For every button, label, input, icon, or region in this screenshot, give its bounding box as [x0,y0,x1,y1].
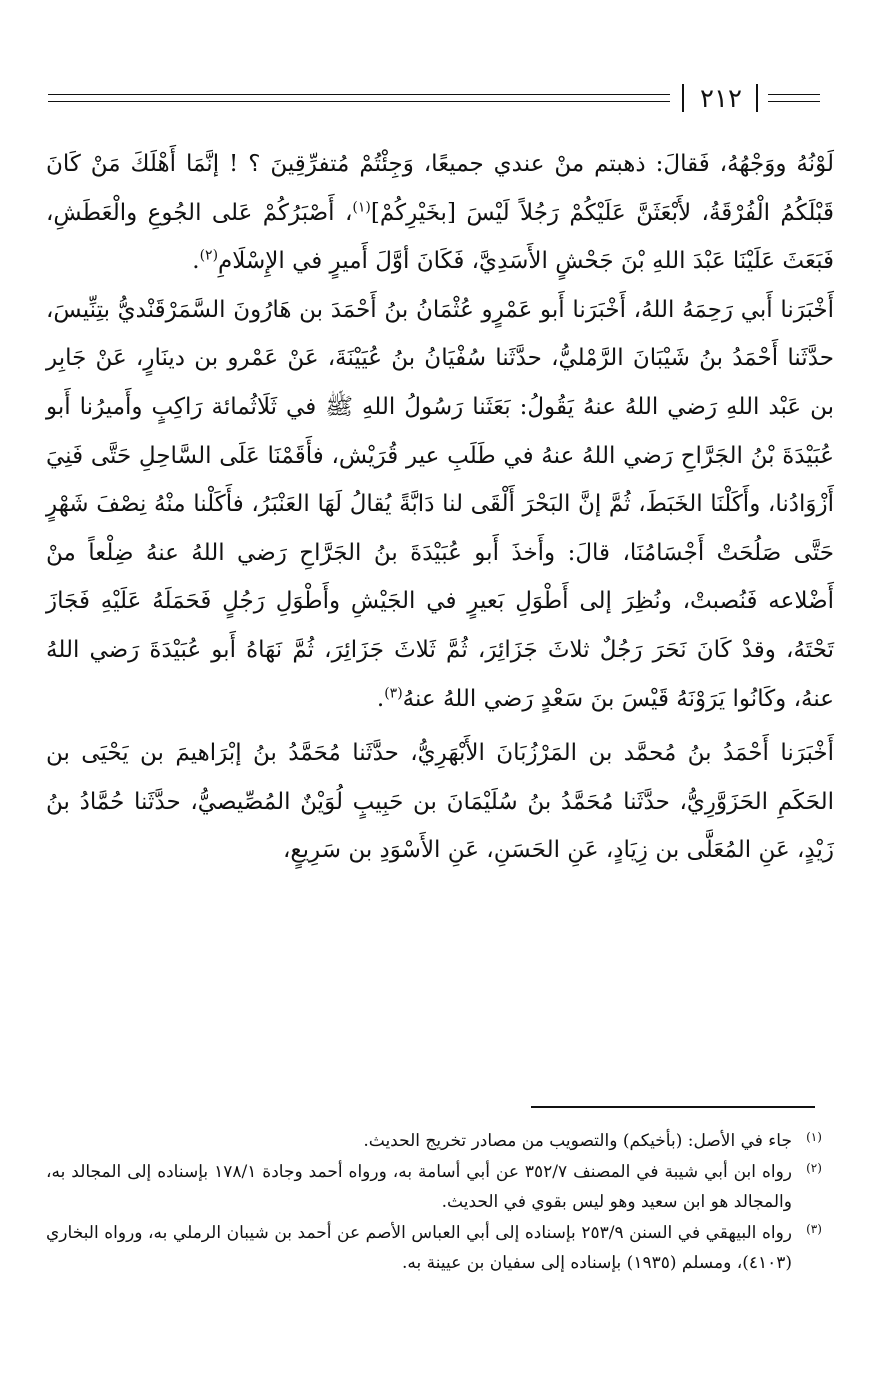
header-bar-right [756,84,758,112]
footnote-3 [46,1218,836,1278]
footnote-2-text: رواه ابن أبي شيبة في المصنف ٣٥٢/٧ عن أبي أسامة به، ورواه أحمد وجادة ١٧٨/١ بإسناده إلى المجالد به، والمجالد هو ابن سعيد وهو ليس بقوي في الحديث. [46,1162,792,1212]
paragraph-1-text-a: لَوْنُهُ ووَجْهُهُ، فَقالَ: ذهبتم منْ عندي جميعًا، وَجِئْتُمْ مُتفرِّقِينَ ؟ ! إنَّمَا أَهْلَكَ مَنْ كَانَ قَبْلَكُمُ الْفُرْقَةُ، لأَبْعَثَنَّ عَلَيْكُمْ رَجُلاً لَيْسَ [بخَيْرِكُمْ] [46,151,834,226]
footnote-1-number: (١) [806,1130,822,1144]
paragraph-2 [46,286,834,723]
footnote-ref-3[interactable]: (٣) [384,684,403,701]
footnotes [46,1126,836,1279]
footnote-ref-1[interactable]: (١) [352,198,371,215]
footnote-1 [46,1126,836,1156]
page-header [48,84,820,114]
footnote-2-number: (٢) [806,1161,822,1175]
paragraph-2-text-a: أَخْبَرَنا أَبي رَحِمَهُ اللهُ، أَخْبَرَنا أَبو عَمْرٍو عُثْمَانُ بنُ أَحْمَدَ بن هَارُونَ السَّمَرْقَنْديُّ بتِنِّيسَ، حدَّثَنا أَحْمَدُ بنُ شَيْبَانَ الرَّمْليُّ، حدَّثَنا سُفْيَانُ بنُ عُيَيْنَةَ، عَنْ عَمْرو بن دينَارٍ، عَنْ جَابِر بن عَبْد اللهِ رَضي اللهُ عنهُ يَقُولُ: بَعَثَنا رَسُولُ اللهِ ﷺ في ثَلَاثُمائة رَاكِبٍ وأَميرُنا أَبو عُبَيْدَةَ بْنُ الجَرَّاحِ رَضي اللهُ عنهُ في طَلَبِ عير قُرَيْش، فأَقَمْنَا عَلَى السَّاحِلِ حَتَّى فَنِيَ أَزْوَادُنا، وأَكَلْنَا الخَبَطَ، ثُمَّ إنَّ البَحْرَ أَلْقَى لنا دَابَّةً يُقالُ لَهَا العَنْبَرُ، فأَكَلْنا منْهُ نِصْفَ شَهْرٍ حَتَّى صَلُحَتْ أَجْسَامُنَا، قالَ: وأَخذَ أَبو عُبَيْدَةَ بنُ الجَرَّاحِ رَضي اللهُ عنهُ ضِلْعاً منْ أَضْلاعه فَنُصبتْ، ونُظِرَ إلى أَطْوَلِ بَعيرٍ في الجَيْشِ وأَطْوَلِ رَجُلٍ فَحَمَلَهُ عَلَيْهِ فَجَازَ تَحْتَهُ، وقدْ كَانَ نَحَرَ رَجُلٌ ثلاثَ جَزَائِرَ، ثُمَّ ثَلاثَ جَزَائِرَ، ثُمَّ نَهَاهُ أَبو عُبَيْدَةَ رَضي اللهُ عنهُ، وكَانُوا يَرَوْنَهُ قَيْسَ بنَ سَعْدٍ رَضي اللهُ عنهُ [46,296,835,712]
header-bar-left [682,84,684,112]
footnote-1-text: جاء في الأصل: (بأخيكم) والتصويب من مصادر تخريج الحديث. [363,1131,792,1151]
paragraph-1-text-c: . [192,248,200,275]
paragraph-1 [46,140,834,286]
footnote-3-number: (٣) [806,1222,822,1236]
header-rule-long [48,94,670,102]
page-number: ٢١٢ [700,84,742,114]
paragraph-2-text-b: . [376,685,385,712]
header-rule-short [768,94,820,102]
main-text [46,140,834,875]
footnote-ref-2[interactable]: (٢) [199,247,219,264]
footnote-3-text: رواه البيهقي في السنن ٢٥٣/٩ بإسناده إلى أبي العباس الأصم عن أحمد بن شيبان الرملي به، ورواه البخاري (٤١٠٣)، ومسلم (١٩٣٥) بإسناده إلى سفيان بن عيينة به. [46,1223,792,1273]
paragraph-1-text-b: ، أَصْبَرُكُمْ عَلى الجُوعِ والْعَطَشِ، فَبَعَثَ عَلَيْنَا عَبْدَ اللهِ بْنَ جَحْشٍ الأَسَدِيَّ، فَكَانَ أوَّلَ أَميرٍ في الإِسْلَامِ [46,199,834,275]
footnote-separator [531,1106,815,1108]
paragraph-3 [46,729,834,875]
footnote-2 [46,1157,836,1217]
paragraph-3-text: أَخْبَرَنا أَحْمَدُ بنُ مُحمَّد بن المَرْزُبَانَ الأَبْهَرِيُّ، حدَّثَنا مُحَمَّدُ بنُ إبْرَاهيمَ بن يَحْيَى بن الحَكَمِ الحَزَوَّرِيُّ، حدَّثَنا مُحَمَّدُ بنُ سُلَيْمَانَ بن حَبِيبٍ لُوَيْنٌ المُصِّيصيُّ، حدَّثَنا حُمَّادُ بنُ زَيْدٍ، عَنِ المُعَلَّى بن زِيَادٍ، عَنِ الحَسَنِ، عَنِ الأَسْوَدِ بن سَرِيعٍ، [46,740,834,864]
